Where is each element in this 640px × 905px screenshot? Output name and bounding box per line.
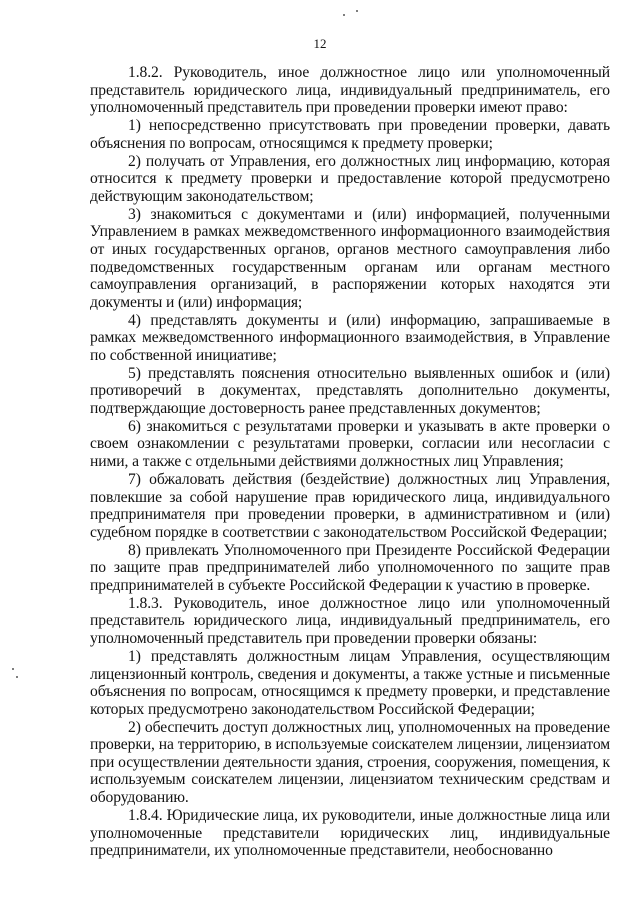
paragraph: 2) получать от Управления, его должностных лиц информацию, которая относится к предмету проверки и предоставление которой предусмотрено действующим законодательством; (90, 152, 610, 205)
paragraph: 1.8.4. Юридические лица, их руководители, иные должностные лица или уполномоченные представители юридических лиц, индивидуальные предприниматели, их уполномоченные представители, необоснованно (90, 806, 610, 860)
scan-speck (16, 676, 18, 678)
paragraph: 6) знакомиться с результатами проверки и указывать в акте проверки о своем ознакомлении с результатами проверки, согласии или несогласии с ними, а также с отдельными действиями должностных лиц Управления; (90, 417, 610, 471)
paragraph: 8) привлекать Уполномоченного при Президенте Российской Федерации по защите прав предпринимателей либо уполномоченного по защите прав предпринимателей в субъекте Российской Федерации к участию в проверке. (90, 541, 610, 594)
paragraph: 1.8.2. Руководитель, иное должностное лицо или уполномоченный представитель юридического лица, индивидуальный предприниматель, его уполномоченный представитель при проведении проверки имеют право: (90, 64, 610, 117)
scan-speck (356, 10, 358, 12)
scan-speck (343, 14, 345, 16)
paragraph: 3) знакомиться с документами и (или) информацией, полученными Управлением в рамках межведомственного информационного взаимодействия от иных государственных органов, органов местного самоуправления либо подведомственных государственным органам или органам местного самоуправления организаций, в распоряжении которых находятся эти документы и (или) информация; (90, 205, 610, 311)
paragraph: 5) представлять пояснения относительно выявленных ошибок и (или) противоречий в документах, представлять дополнительно документы, подтверждающие достоверность ранее представленных документов; (90, 364, 610, 417)
scan-speck (12, 668, 14, 670)
page-number: 12 (313, 36, 327, 51)
document-body (90, 64, 610, 860)
paragraph: 1) представлять должностным лицам Управления, осуществляющим лицензионный контроль, сведения и документы, а также устные и письменные объяснения по вопросам, относящимся к предмету проверки, и представление которых предусмотрено законодательством Российской Федерации; (90, 648, 610, 718)
paragraph: 1.8.3. Руководитель, иное должностное лицо или уполномоченный представитель юридического лица, индивидуальный предприниматель, его уполномоченный представитель при проведении проверки обязаны: (90, 594, 610, 647)
paragraph: 7) обжаловать действия (бездействие) должностных лиц Управления, повлекшие за собой нарушение прав юридического лица, индивидуального предпринимателя при проведении проверки, в административном и (или) судебном порядке в соответствии с законодательством Российской Федерации; (90, 471, 610, 541)
paragraph: 1) непосредственно присутствовать при проведении проверки, давать объяснения по вопросам, относящимся к предмету проверки; (90, 117, 610, 152)
paragraph: 2) обеспечить доступ должностных лиц, уполномоченных на проведение проверки, на территорию, в используемые соискателем лицензии, лицензиатом при осуществлении деятельности здания, строения, сооружения, помещения, к используемым соискателем лицензии, лицензиатом техническим средствам и оборудованию. (90, 718, 610, 806)
paragraph: 4) представлять документы и (или) информацию, запрашиваемые в рамках межведомственного информационного взаимодействия, в Управление по собственной инициативе; (90, 311, 610, 364)
